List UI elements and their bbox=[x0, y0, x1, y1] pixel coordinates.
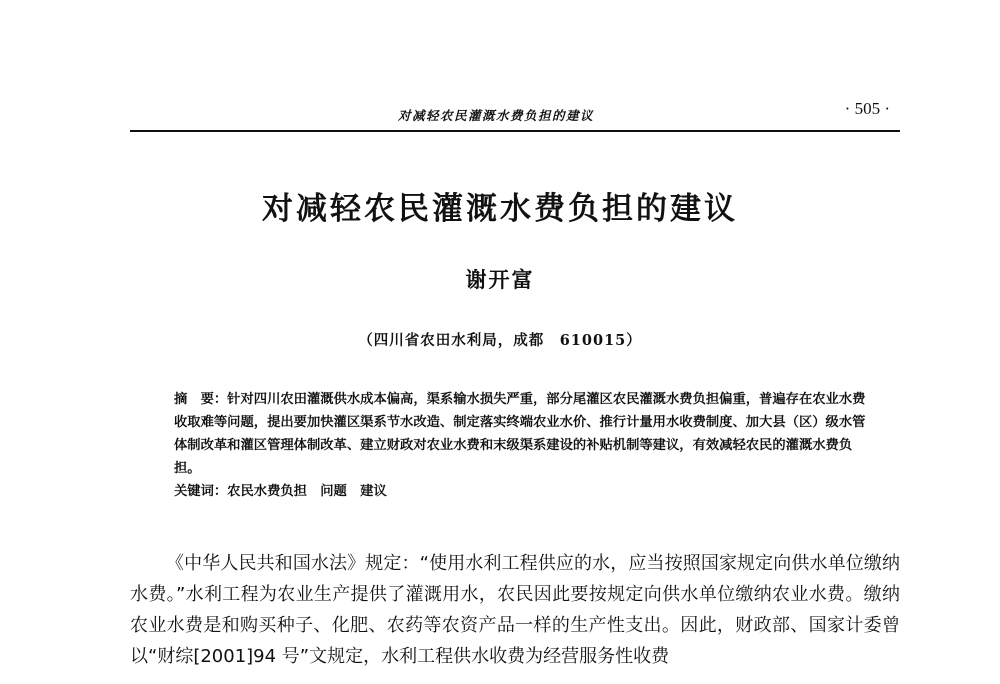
author-affiliation: （四川省农田水利局，成都 610015） bbox=[358, 332, 642, 349]
keywords-line: 关键词：农民水费负担 问题 建议 bbox=[174, 484, 387, 499]
paper-title: 对减轻农民灌溉水费负担的建议 bbox=[262, 191, 738, 227]
body-text bbox=[130, 548, 900, 672]
author-name: 谢开富 bbox=[465, 267, 535, 292]
running-title: 对减轻农民灌溉水费负担的建议 bbox=[398, 108, 595, 123]
abstract-block bbox=[174, 388, 870, 503]
abstract-text: 摘 要：针对四川农田灌溉供水成本偏高，渠系输水损失严重，部分尾灌区农民灌溉水费负担偏重，普遍存在农业水费收取难等问题，提出要加快灌区渠系节水改造、制定落实终端农业水价、推行计量用水收费制度、加大县（区）级水管体制改革和灌区管理体制改革、建立财政对农业水费和末级渠系建设的补贴机制等建议，有效减轻农民的灌溉水费负担。 bbox=[174, 392, 866, 476]
running-header bbox=[130, 96, 900, 132]
page-number: · 505 · bbox=[844, 99, 890, 118]
body-paragraph: 《中华人民共和国水法》规定：“使用水利工程供应的水，应当按照国家规定向供水单位缴纳水费。”水利工程为农业生产提供了灌溉用水，农民因此要按规定向供水单位缴纳农业水费。缴纳农业水费是和购买种子、化肥、农药等农资产品一样的生产性支出。因此，财政部、国家计委曾以“财综[2001]94 号”文规定，水利工程供水收费为经营服务性收费 bbox=[130, 553, 900, 667]
